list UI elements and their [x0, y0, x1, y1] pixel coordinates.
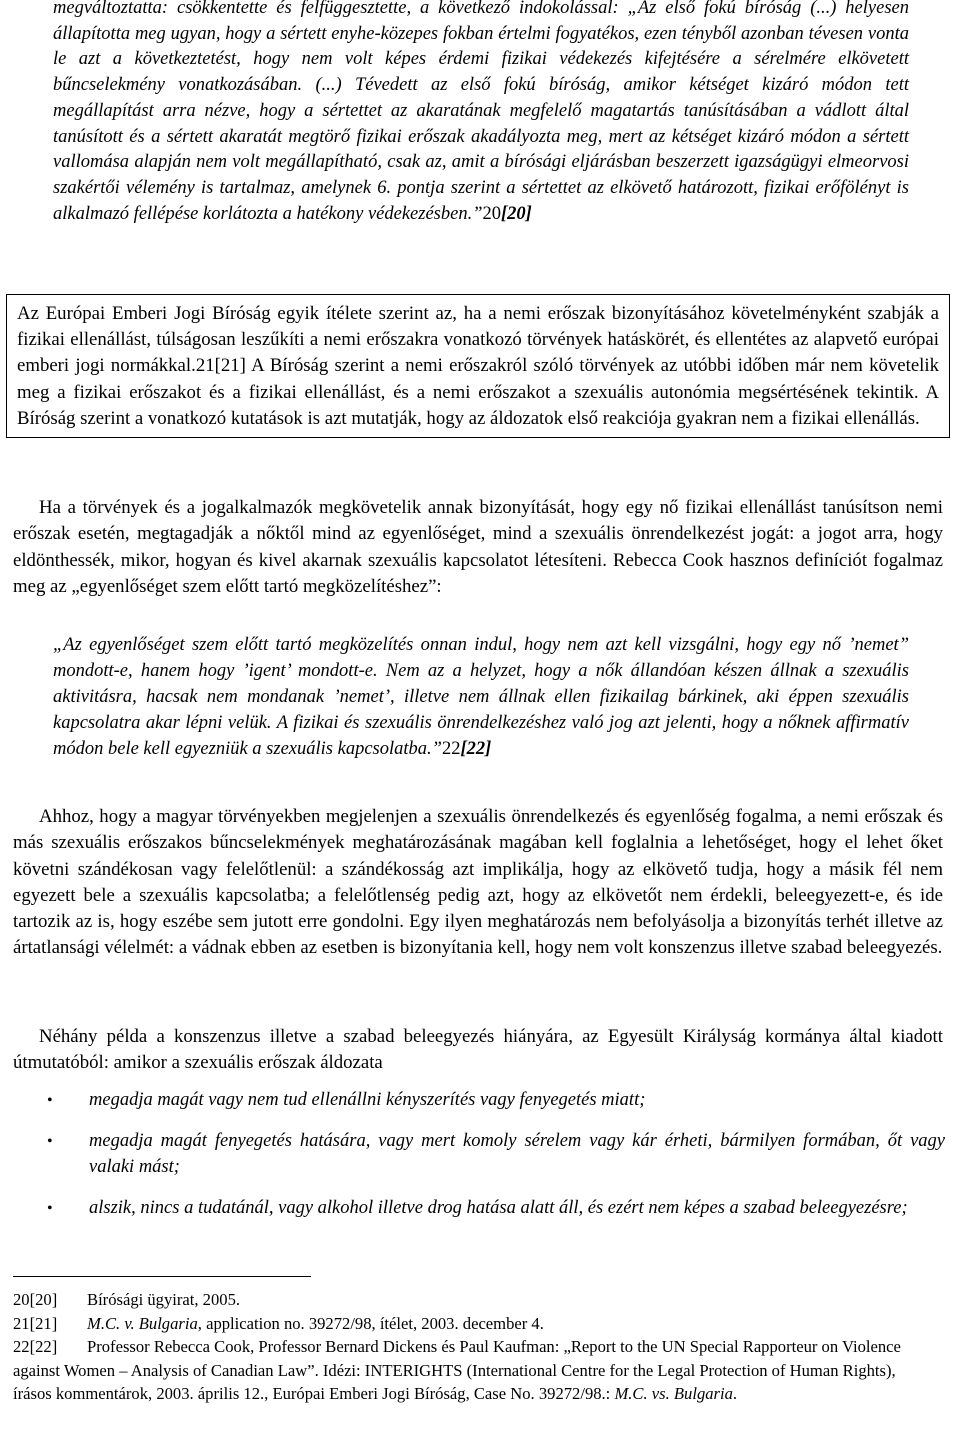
box-text-part1: Az Európai Emberi Jogi Bíróság egyik ítélete szerint az, ha a nemi erőszak bizonyításához követelményként szabják a fizikai ellenállást, túlságosan leszűkíti a nemi erőszakra vonatkozó törvények hatáskörét, és ellentétes az alapvető európai emberi jogi normákkal. [17, 303, 939, 377]
footnote-label: 21[21] [13, 1313, 58, 1333]
footnote-label: 20[20] [13, 1290, 58, 1309]
consent-examples-list [13, 1088, 945, 1237]
footnote-text: , application no. 39272/98, ítélet, 2003. december 4. [197, 1313, 544, 1333]
bullet-icon: • [47, 1199, 53, 1217]
footnote-ref-21[interactable]: 21[21] [195, 355, 246, 377]
cook-quote-block [53, 633, 909, 763]
footnote-case-name: M.C. vs. Bulgaria [614, 1384, 733, 1404]
footnote-end: . [732, 1384, 738, 1404]
paragraph-physical-resistance: Ha a törvények és a jogalkalmazók megkövetelik annak bizonyítását, hogy egy nő fizikai ellenállást tanúsítson nemi erőszak esetén, megtagadják a nőktől mind az egyenlőséget, mind a szexuális önrendelkezést jogát: a jogot arra, hogy eldönthessék, mikor, hogyan és kivel akarnak szexuális kapcsolatot létesíteni. Rebecca Cook hasznos definíciót fogalmaz meg az „egyenlőséget szem előtt tartó megközelítéshez”: [13, 497, 943, 597]
echr-boxed-paragraph [6, 294, 950, 438]
footnote-ref-22-bracket[interactable]: [22] [460, 738, 492, 759]
list-item [13, 1129, 945, 1181]
bullet-icon: • [47, 1132, 53, 1150]
court-quote-block [53, 0, 909, 227]
footnote-21 [13, 1312, 933, 1336]
list-item-text: megadja magát vagy nem tud ellenállni kényszerítés vagy fenyegetés miatt; [89, 1090, 646, 1110]
box-text-part2: A Bíróság szerint a nemi erőszakról szóló törvények az utóbbi időben már nem követelik meg a fizikai erőszakot és a fizikai ellenállást, és a nemi erőszakot a szexuális autonómia megsértésének tekintik. A Bíróság szerint a vonatkozó kutatások is azt mutatják, hogy az áldozatok első reakciója gyakran nem a fizikai ellenállás. [17, 355, 939, 429]
footnote-ref-20[interactable]: 20 [482, 203, 501, 224]
footnote-20 [13, 1288, 933, 1312]
paragraph-hungarian-law: Ahhoz, hogy a magyar törvényekben megjelenjen a szexuális önrendelkezés és egyenlőség fogalma, a nemi erőszak és más szexuális erőszakos bűncselekmények meghatározásának magában kell foglalnia a lehetőséget, hogy el lehet őket követni szándékosan vagy felelőtlenül: a szándékosság azt implikálja, hogy az elkövető tudja, hogy a másik fél nem egyezett bele a szexuális kapcsolatba; a felelőtlenség pedig azt, hogy az elkövetőt nem érdekli, beleegyezett-e, és ide tartozik az is, hogy eszébe sem jutott erre gondolni. Egy ilyen meghatározás nem befolyásolja a bizonyítás terhét illetve az ártatlansági vélelmét: a vádnak ebben az esetben is bizonyítania kell, hogy nem volt konszenzus illetve szabad beleegyezés. [13, 806, 943, 959]
list-item-text: alszik, nincs a tudatánál, vagy alkohol illetve drog hatása alatt áll, és ezért nem képes a szabad beleegyezésre; [89, 1197, 908, 1218]
list-item [13, 1088, 945, 1114]
bullet-icon: • [47, 1092, 53, 1109]
footnote-22 [13, 1335, 933, 1406]
footnote-case-name: M.C. v. Bulgaria [87, 1313, 198, 1333]
list-item [13, 1196, 945, 1222]
footnote-text: Professor Rebecca Cook, Professor Bernard Dickens és Paul Kaufman: „Report to the UN Special Rapporteur on Violence against Women – Analysis of Canadian Law”. Idézi: INTERIGHTS (International Centre for the Legal Protection of Human Rights), írásos kommentárok, 2003. április 12., Európai Emberi Jogi Bíróság, Case No. 39272/98.: [13, 1337, 901, 1404]
footnote-text: Bírósági ügyirat, 2005. [87, 1290, 241, 1309]
list-item-text: megadja magát fenyegetés hatására, vagy mert komoly sérelem vagy kár érheti, bármilyen formában, őt vagy valaki mást; [89, 1130, 945, 1177]
footnote-label: 22[22] [13, 1337, 58, 1357]
footnote-ref-20-bracket[interactable]: [20] [500, 203, 532, 224]
paragraph-uk-guidance: Néhány példa a konszenzus illetve a szabad beleegyezés hiányára, az Egyesült Királyság kormánya által kiadott útmutatóból: amikor a szexuális erőszak áldozata [13, 1026, 943, 1074]
court-quote-text: megváltoztatta: csökkentette és felfüggesztette, a következő indokolással: „Az első fokú bíróság (...) helyesen állapította meg ugyan, hogy a sértett enyhe-közepes fokban értelmi fogyatékos, ezen tényből azonban tévesen vonta le azt a következtetést, hogy nem volt képes érdemi fizikai védekezés kifejtésére a sérelmére elkövetett bűncselekmény vonatkozásában. (...) Tévedett az első fokú bíróság, amikor kétséget kizáró módon tett megállapítást arra nézve, hogy a sértettet az akaratának megfelelő magatartás tanúsításában a vádlott által tanúsított és a sértett akaratát megtörő fizikai erőszak akadályozta meg, mert az kétséget kizáró módon a sértett vallomása alapján nem volt megállapítható, csak az, amit a bírósági eljárásban beszerzett igazságügyi elmeorvosi szakértői vélemény is tartalmaz, amelynek 6. pontja szerint a sértettet az elkövető határozott, fizikai erőfölényt is alkalmazó fellépése korlátozta a hatékony védekezésben.” [53, 0, 909, 224]
footnote-separator [13, 1276, 311, 1277]
footnote-ref-22[interactable]: 22 [441, 738, 461, 759]
footnotes [13, 1288, 933, 1406]
cook-quote-text: „Az egyenlőséget szem előtt tartó megközelítés onnan indul, hogy nem azt kell vizsgálni, hogy egy nő ’nemet” mondott-e, hanem hogy ’igent’ mondott-e. Nem az a helyzet, hogy a nők állandóan készen állnak a szexuális aktivitásra, hacsak nem mondanak ’nemet’, illetve nem állnak ellen fizikailag bárkinek, aki éppen szexuális kapcsolatra akar lépni velük. A fizikai és szexuális önrendelkezéshez való jog azt jelenti, hogy a nőknek affirmatív módon bele kell egyezniük a szexuális kapcsolatba.” [53, 635, 909, 759]
